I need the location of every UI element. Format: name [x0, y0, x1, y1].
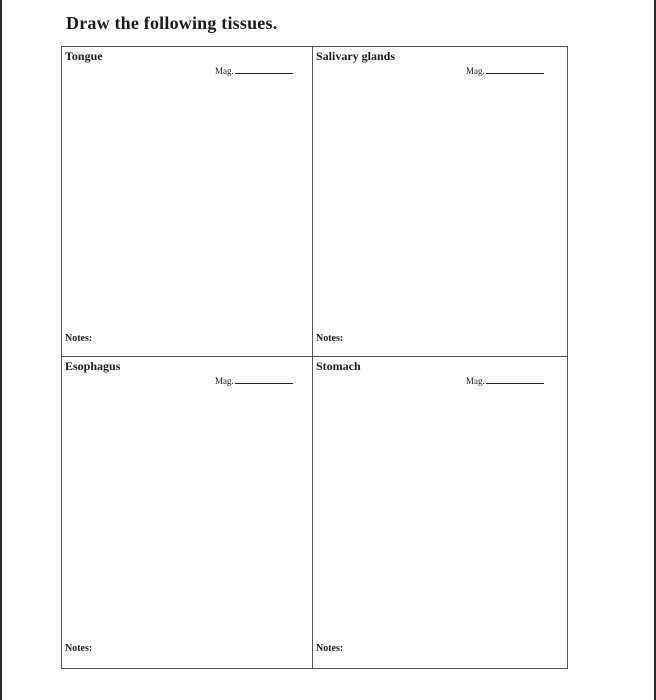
magnification-blank-line — [235, 73, 293, 74]
magnification-blank-line — [486, 383, 544, 384]
magnification-label: Mag. — [215, 376, 234, 386]
page-title: Draw the following tissues. — [66, 13, 278, 33]
cell-title-salivary-glands: Salivary glands — [316, 49, 396, 63]
drawing-box-salivary-glands[interactable] — [313, 47, 567, 356]
magnification-label: Mag. — [466, 376, 485, 386]
notes-label-tongue: Notes: — [65, 333, 93, 344]
magnification-field-salivary-glands[interactable] — [466, 66, 544, 76]
tissue-drawing-grid — [61, 46, 568, 669]
drawing-box-tongue[interactable] — [62, 47, 312, 356]
magnification-field-tongue[interactable] — [215, 66, 293, 76]
magnification-blank-line — [235, 383, 293, 384]
drawing-box-stomach[interactable] — [313, 357, 567, 668]
cell-title-tongue: Tongue — [65, 49, 103, 63]
cell-title-esophagus: Esophagus — [65, 359, 121, 373]
magnification-blank-line — [486, 73, 544, 74]
magnification-field-stomach[interactable] — [466, 376, 544, 386]
cell-title-stomach: Stomach — [316, 359, 361, 373]
notes-label-salivary-glands: Notes: — [316, 333, 344, 344]
magnification-field-esophagus[interactable] — [215, 376, 293, 386]
page-left-border — [0, 0, 2, 700]
notes-label-stomach: Notes: — [316, 643, 344, 654]
drawing-box-esophagus[interactable] — [62, 357, 312, 668]
magnification-label: Mag. — [466, 66, 485, 76]
notes-label-esophagus: Notes: — [65, 643, 93, 654]
magnification-label: Mag. — [215, 66, 234, 76]
